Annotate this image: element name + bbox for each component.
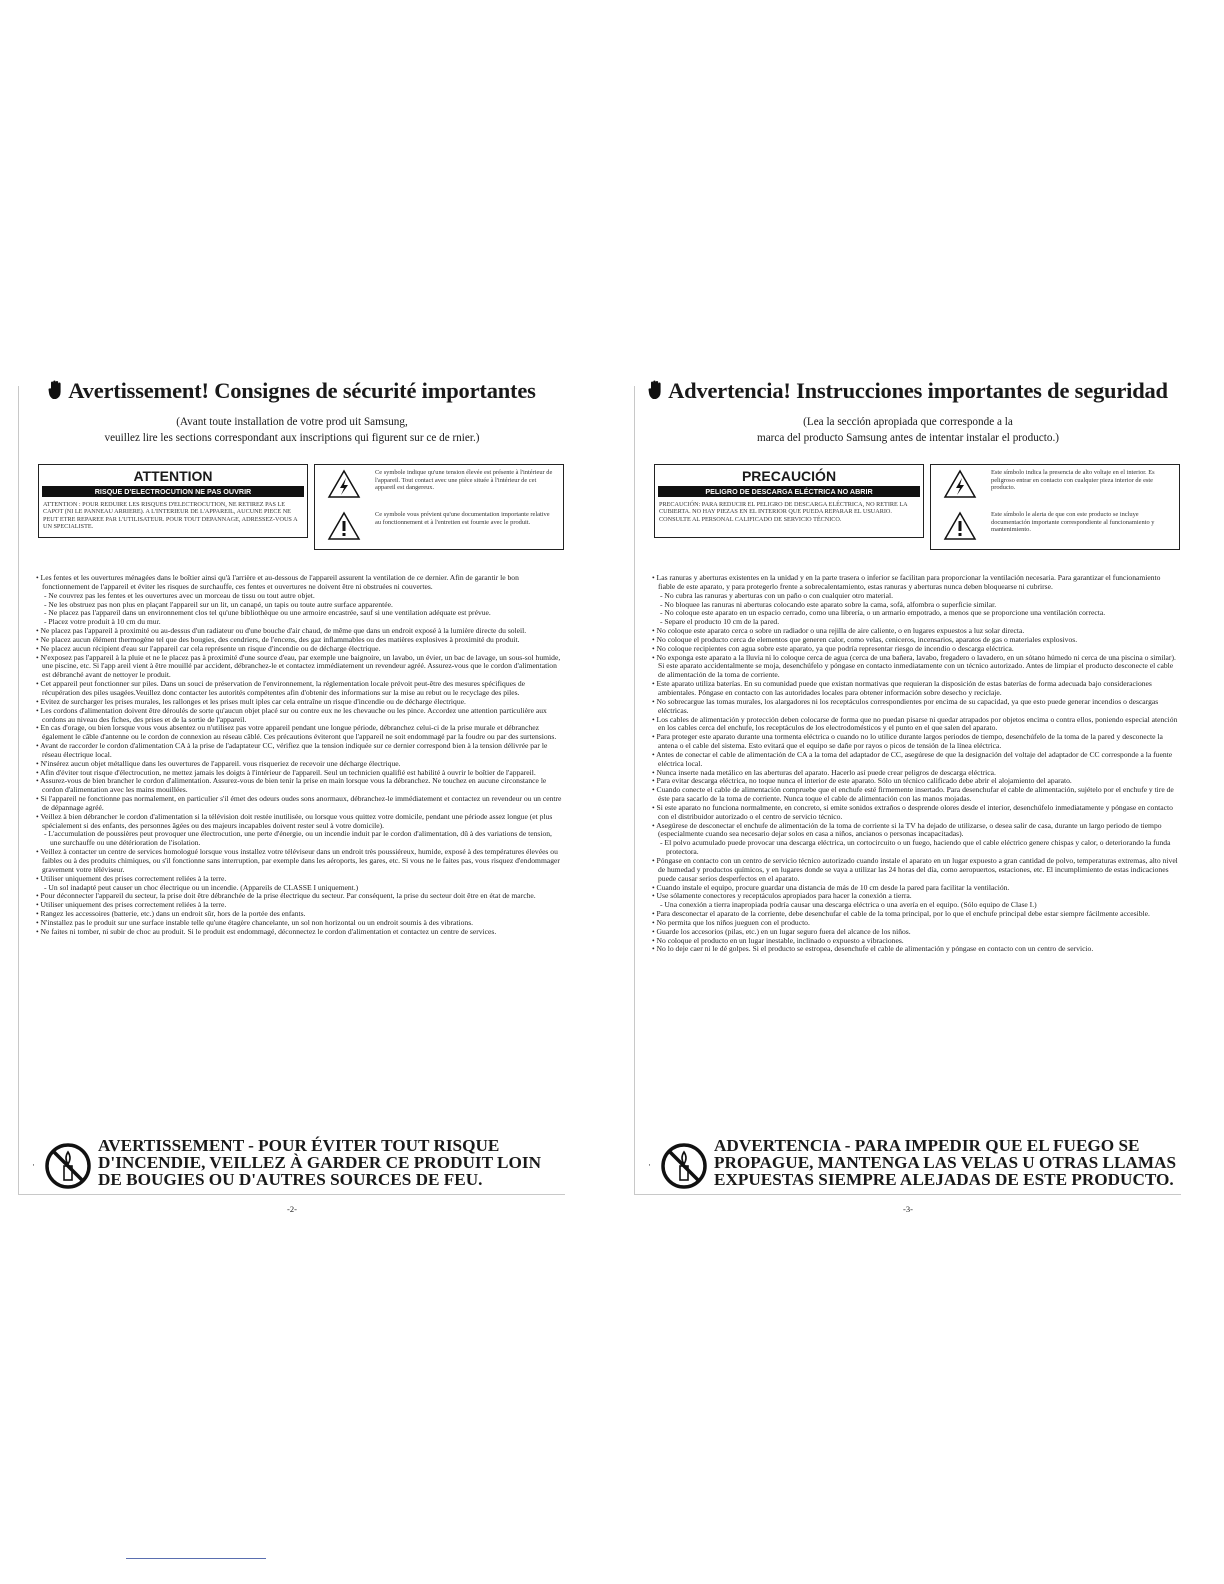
- page-subtitle: [634, 414, 1182, 446]
- bullet-item: • Antes de conectar el cable de alimentación de CA a la toma del adaptador de CC, asegúrese de que la designación del voltaje del adaptador de CC corresponde a la fuente eléctrica local.: [652, 749, 1173, 768]
- no-open-flame-icon: [660, 1142, 708, 1190]
- page-title-text: Avertissement! Consignes de sécurité importantes: [68, 378, 536, 403]
- sub-item: - Ne placez pas l'appareil dans un environnement clos tel qu'une bibliothèque ou une armoire encastrée, sauf si une ventilation adéquate est prévue.: [44, 608, 491, 618]
- sub-item: - Una conexión a tierra inapropiada podría causar una descarga eléctrica o una avería en el equipo. (Sólo equipo de Clase I.): [660, 900, 1037, 910]
- safety-instructions: [652, 574, 1178, 954]
- exclamation-symbol-row: [931, 509, 1179, 547]
- caution-bar: PELIGRO DE DESCARGA ELÉCTRICA NO ABRIR: [658, 486, 920, 497]
- fire-warning-line: DE BOUGIES OU D'AUTRES SOURCES DE FEU.: [98, 1169, 483, 1189]
- symbol-legend: [314, 464, 564, 550]
- bullet-item: • Use sólamente conectores y receptáculos apropiados para hacer la conexión a tierra.: [652, 891, 912, 901]
- bullet-item: • No lo deje caer ni le dé golpes. Si el producto se estropea, desenchufe el cable de alimentación y póngase en contacto con un centro de servicio.: [652, 944, 1094, 954]
- fire-warning: [640, 1136, 1180, 1196]
- caution-heading: ATTENTION: [133, 468, 213, 484]
- subtitle-line: (Lea la sección apropiada que corresponde a la: [803, 416, 1013, 428]
- fire-warning-text: [714, 1138, 1184, 1188]
- fire-warning-line: D'INCENDIE, VEILLEZ À GARDER CE PRODUIT LOIN: [98, 1152, 541, 1172]
- sub-item: - No coloque este aparato en un espacio cerrado, como una librería, o un armario empotrado, a menos que se proporcione una ventilación correcta.: [660, 608, 1106, 618]
- page-number: -3-: [903, 1204, 913, 1214]
- bullet-item: • Póngase en contacto con un centro de servicio técnico autorizado cuando instale el aparato en un lugar expuesto a gran cantidad de polvo, temperaturas extremas, alto nivel de humedad y productos químicos, y en lugares donde se vaya a utilizar las 24 horas del día, como aeropuertos, estaciones, etc. El incumplimiento de estas indicaciones puede causar serios desperfectos en el aparato.: [652, 856, 1178, 883]
- caution-body: ATTENTION : POUR REDUIRE LES RISQUES D'ELECTROCUTION, NE RETIREZ PAS LE CAPOT (NI LE PANNEAU ARRIERE). A L'INTERIEUR DE L'APPAREIL, AUCUNE PIECE NE PEUT ETRE REPAREE PAR L'UTILISATEUR. POUR TOUT DEPANNAGE, ADRESSEZ-VOUS A UN SPECIALISTE.: [43, 501, 298, 531]
- no-open-flame-icon: [44, 1142, 92, 1190]
- bullet-item: • Ne placez aucun récipient d'eau sur l'appareil car cela représente un risque d'incendie ou de décharge électrique.: [36, 643, 381, 653]
- lightning-symbol-text: Ce symbole indique qu'une tension élevée est présente à l'intérieur de l'appareil. Tout contact avec une pièce située à l'intérieur de cet appareil est dangereux.: [375, 469, 553, 492]
- bullet-item: • Utiliser uniquement des prises correctement reliées à la terre.: [36, 900, 227, 910]
- bullet-item: • Los cables de alimentación y protección deben colocarse de forma que no puedan pisarse ni quedar atrapados por objetos encima o contra ellos, poniendo especial atención en los cables cerca del enchufe, los receptáculos de los electrodomésticos y el punto en el que salen del aparato.: [652, 714, 1178, 733]
- bullet-item: • Avant de raccorder le cordon d'alimentation CA à la prise de l'adaptateur CC, vérifiez que la tension indiquée sur ce dernier correspond bien à la tension délivrée par le réseau électrique local.: [36, 741, 548, 759]
- bullet-item: • Les fentes et les ouvertures ménagées dans le boîtier ainsi qu'à l'arrière et au-dessous de l'appareil assurent la ventilation de ce dernier. Afin de garantir le bon fonctionnement de l'appareil et éviter les risques de surchauffe, ces fentes et ouvertures ne doivent être ni obstruées ni couvertes.: [36, 573, 519, 591]
- bullet-item: • Cet appareil peut fonctionner sur piles. Dans un souci de préservation de l'environnement, la réglementation locale prévoit peut-être des mesures spécifiques de récupération des piles usagées.Veuillez donc contacter les autorités compétentes afin d'obtenir des informations sur la mise au rebut ou le recyclage des piles.: [36, 679, 526, 697]
- exclamation-triangle-icon: [943, 511, 977, 541]
- bullet-item: • Si este aparato no funciona normalmente, en concreto, si emite sonidos extraños o desprende olores desde el interior, desenchúfelo inmediatamente y póngase en contacto con el distribuidor autorizado o el centro de servicio técnico.: [652, 802, 1173, 821]
- hand-warning-icon: [648, 380, 662, 400]
- fire-warning-text: [98, 1138, 568, 1188]
- caution-heading: PRECAUCIÓN: [741, 468, 837, 484]
- fire-warning: [24, 1136, 564, 1196]
- lightning-triangle-icon: [327, 469, 361, 499]
- safety-instructions: [36, 574, 562, 937]
- bullet-item: • Cuando instale el equipo, procure guardar una distancia de más de 10 cm desde la pared para facilitar la ventilación.: [652, 882, 1010, 892]
- exclamation-symbol-text: Ce symbole vous prévient qu'une documentation importante relative au fonctionnement et à l'entretien est fournie avec le produit.: [375, 511, 550, 526]
- sub-item: - El polvo acumulado puede provocar una descarga eléctrica, un cortocircuito o un fuego, haciendo que el cable eléctrico genere chispas y calor, o deteriorando la funda protectora.: [660, 838, 1171, 857]
- bullet-item: • Veillez à contacter un centre de services homologué lorsque vous installez votre téléviseur dans un endroit très poussiéreux, humide, exposé à des températures élevées ou faibles ou à des produits chimiques, ou s'il fonctionne sans interruption, par exemple dans les aéroports, les gares, etc. Si vous ne le faites pas, vous risquez d'endommager gravement votre téléviseur.: [36, 847, 560, 874]
- caution-box: [654, 464, 924, 538]
- sub-item: - Placez votre produit à 10 cm du mur.: [44, 617, 161, 627]
- bullet-item: • No permita que los niños jueguen con el producto.: [652, 917, 810, 927]
- bullet-item: • No coloque recipientes con agua sobre este aparato, ya que podría representar riesgo de incendio o descarga eléctrica.: [652, 643, 1014, 653]
- page-title: [634, 378, 1182, 404]
- bullet-item: • Para evitar descarga eléctrica, no toque nunca el interior de este aparato. Sólo un técnico calificado debe abrir el alojamiento del aparato.: [652, 776, 1072, 786]
- bullet-item: • Veillez à bien débrancher le cordon d'alimentation si la télévision doit restée inutilisée, ou lorsque vous quittez votre domicile, pendant une période assez longue (et plus spécialement si des enfants, des personnes âgées ou des majeurs incapables doivent rester seul à votre domicile).: [36, 811, 553, 830]
- lightning-symbol-text: Este símbolo indica la presencia de alto voltaje en el interior. Es peligroso entrar en contacto con cualquier pieza interior de este producto.: [991, 469, 1155, 492]
- caution-box: [38, 464, 308, 538]
- fire-warning-line: EXPUESTAS SIEMPRE ALEJADAS DE ESTE PRODUCTO.: [714, 1169, 1174, 1189]
- sub-item: - Separe el producto 10 cm de la pared.: [660, 617, 780, 627]
- bullet-item: • Las ranuras y aberturas existentes en la unidad y en la parte trasera o inferior se facilitan para proporcionar la ventilación necesaria. Para garantizar el funcionamiento fiable de este aparato, y para protegerlo frente a sobrecalentamiento, estas ranuras y aberturas nunca deben bloquearse ni cubrirse.: [652, 573, 1161, 591]
- bullet-item: • No coloque el producto en un lugar inestable, inclinado o expuesto a vibraciones.: [652, 935, 904, 945]
- page-title: [18, 378, 566, 404]
- exclamation-symbol-text: Este símbolo le alerta de que con este producto se incluye documentación importante correspondiente al funcionamiento y mantenimiento.: [991, 511, 1155, 534]
- bullet-item: • Guarde los accesorios (pilas, etc.) en un lugar seguro fuera del alcance de los niños.: [652, 926, 911, 936]
- footer-rule: [126, 1558, 266, 1559]
- bullet-item: • No sobrecargue las tomas murales, los alargadores ni los receptáculos correspondientes por encima de su capacidad, ya que esto puede generar incendios o descargas eléctricas.: [652, 696, 1159, 715]
- bullet-item: • Assurez-vous de bien brancher le cordon d'alimentation. Assurez-vous de bien tenir la prise en main lorsque vous la débranchez. Ne touchez en aucune circonstance le cordon d'alimentation avec les mains mouillées.: [36, 776, 547, 795]
- sub-item: - L'accumulation de poussières peut provoquer une électrocution, une perte d'énergie, ou un incendie induit par le cordon d'alimentation, dû à des variations de tension, une surchauffe ou une détérioration de l'isolation.: [44, 829, 552, 848]
- sub-item: - Ne les obstruez pas non plus en plaçant l'appareil sur un lit, un canapé, un tapis ou toute autre surface apparentée.: [44, 599, 393, 609]
- bullet-item: • Para desconectar el aparato de la corriente, debe desenchufar el cable de la toma principal, por lo que el enchufe principal debe estar siempre fácilmente accesible.: [652, 909, 1150, 919]
- bullet-item: • N'exposez pas l'appareil à la pluie et ne le placez pas à proximité d'une source d'eau, par exemple une baignoire, un lavabo, un évier, un bac de lavage, un sous-sol humide, une piscine, etc. Si l'app areil vient à être mouillé par accident, débranchez-le et contactez immédiatement un revendeur agréé. Assurez-vous que le cordon d'alimentation est débranché avant de nettoyer le produit.: [36, 652, 561, 680]
- sub-item: - No bloquee las ranuras ni aberturas colocando este aparato sobre la cama, sofá, alfombra o superficie similar.: [660, 599, 997, 609]
- page-subtitle: [18, 414, 566, 446]
- symbol-legend: [930, 464, 1180, 550]
- bullet-item: • Afin d'éviter tout risque d'électrocution, ne mettez jamais les doigts à l'intérieur de l'appareil. Seul un technicien qualifié est habilité à ouvrir le boîtier de l'appareil.: [36, 767, 536, 777]
- subtitle-line: veuillez lire les sections correspondant aux inscriptions qui figurent sur ce de rnier.): [104, 432, 480, 444]
- bullet-item: • No coloque este aparato cerca o sobre un radiador o una rejilla de aire caliente, o en lugares expuestos a luz solar directa.: [652, 626, 1025, 636]
- bullet-item: • N'insérez aucun objet métallique dans les ouvertures de l'appareil. vous risqueriez de recevoir une décharge électrique.: [36, 758, 401, 768]
- sub-item: - Ne couvrez pas les fentes et les ouvertures avec un morceau de tissu ou tout autre objet.: [44, 590, 315, 600]
- subtitle-line: marca del producto Samsung antes de intentar instalar el producto.): [757, 432, 1059, 444]
- fire-warning-line: PROPAGUE, MANTENGA LAS VELAS U OTRAS LLAMAS: [714, 1152, 1177, 1172]
- sub-item: - No cubra las ranuras y aberturas con un paño o con cualquier otro material.: [660, 590, 893, 600]
- bullet-item: • No coloque el producto cerca de elementos que generen calor, como velas, ceniceros, incensarios, aparatos de gas o materiales explosivos.: [652, 634, 1078, 644]
- bullet-item: • Rangez les accessoires (batterie, etc.) dans un endroit sûr, hors de la portée des enfants.: [36, 909, 306, 919]
- bullet-item: • Utiliser uniquement des prises correctement reliées à la terre.: [36, 873, 227, 883]
- bullet-item: • Ne placez pas l'appareil à proximité ou au-dessus d'un radiateur ou d'une bouche d'air chaud, de même que dans un endroit exposé à la lumière directe du soleil.: [36, 626, 527, 636]
- bullet-item: • Les cordons d'alimentation doivent être déroulés de sorte qu'aucun objet placé sur ou contre eux ne les chevauche ou les pince. Accordez une attention particulière aux cordons au niveau des fiches, des prises et de la sortie de l'appareil.: [36, 705, 547, 724]
- lightning-symbol-row: [315, 467, 563, 505]
- caution-body: PRECAUCIÓN: PARA REDUCIR EL PELIGRO DE DESCARGA ELÉCTRICA, NO RETIRE LA CUBIERTA. NO HAY PIEZAS EN EL INTERIOR QUE PUEDA REPARAR EL USUARIO. CONSULTE AL PERSONAL CALIFICADO DE SERVICIO TÉCNICO.: [659, 501, 908, 523]
- exclamation-symbol-row: [315, 509, 563, 547]
- lightning-triangle-icon: [943, 469, 977, 499]
- fire-warning-line: AVERTISSEMENT - POUR ÉVITER TOUT RISQUE: [98, 1136, 500, 1155]
- bullet-item: • Nunca inserte nada metálico en las aberturas del aparato. Hacerlo así puede crear peligros de descarga eléctrica.: [652, 767, 996, 777]
- subtitle-line: (Avant toute installation de votre prod uit Samsung,: [176, 416, 408, 428]
- bullet-item: • N'installez pas le produit sur une surface instable telle qu'une étagère chancelante, un sol non horizontal ou un endroit soumis à des vibrations.: [36, 917, 474, 927]
- sub-item: - Un sol inadapté peut causer un choc électrique ou un incendie. (Appareils de CLASSE I uniquement.): [44, 882, 359, 892]
- bullet-item: • Pour déconnecter l'appareil du secteur, la prise doit être débranchée de la prise électrique du secteur. Par conséquent, la prise du secteur doit être en état de marche.: [36, 891, 536, 901]
- page-title-text: Advertencia! Instrucciones importantes de seguridad: [668, 378, 1168, 403]
- bullet-item: • Para proteger este aparato durante una tormenta eléctrica o cuando no lo utilice durante largos periodos de tiempo, desenchúfelo de la toma de la pared y desconecte la antena o el cable del sistema. Esto evitará que el equipo se dañe por rayos o picos de tensión de la línea eléctrica.: [652, 732, 1163, 751]
- page-number: -2-: [287, 1204, 297, 1214]
- bullet-dot: ·: [32, 1160, 35, 1170]
- page-spanish: [634, 378, 1182, 1214]
- hand-warning-icon: [48, 380, 62, 400]
- bullet-dot: ·: [648, 1160, 651, 1170]
- bullet-item: • Evitez de surcharger les prises murales, les rallonges et les prises mult iples car cela entraîne un risque d'incendie ou de décharge électrique.: [36, 696, 466, 706]
- bullet-item: • No exponga este aparato a la lluvia ni lo coloque cerca de agua (cerca de una bañera, lavabo, fregadero o lavadero, en un sótano húmedo ni cerca de una piscina o similar). Si este aparato accidentalmente se moja, desenchúfelo y póngase en contacto inmediatamente con un técnico autorizado. Antes de limpiar el producto desconecte el cable de alimentación de la toma de corriente.: [652, 652, 1176, 680]
- lightning-symbol-row: [931, 467, 1179, 505]
- caution-bar: RISQUE D'ELECTROCUTION NE PAS OUVRIR: [42, 486, 304, 497]
- bullet-item: • Cuando conecte el cable de alimentación compruebe que el enchufe esté firmemente insertado. Para desenchufar el cable de alimentación, sujételo por el enchufe y tire de éste para sacarlo de la toma de corriente. Nunca toque el cable de alimentación con las manos mojadas.: [652, 785, 1174, 804]
- bullet-item: • En cas d'orage, ou bien lorsque vous vous absentez ou n'utilisez pas votre appareil pendant une longue période, débranchez celui-ci de la prise murale et débranchez également le câble d'antenne ou le cordon de connexion au réseau câblé. Ces précautions éviteront que l'appareil ne soit endommagé par la foudre ou par des surtensions.: [36, 723, 557, 742]
- fire-warning-line: ADVERTENCIA - PARA IMPEDIR QUE EL FUEGO SE: [714, 1136, 1140, 1155]
- page-french: [18, 378, 566, 1214]
- bullet-item: • Este aparato utiliza baterías. En su comunidad puede que existan normativas que requieran la disposición de estas baterías de forma adecuada bajo consideraciones ambientales. Póngase en contacto con las autoridades locales para obtener información sobre desecho y reciclaje.: [652, 679, 1152, 697]
- bullet-item: • Asegúrese de desconectar el enchufe de alimentación de la toma de corriente si la TV ha dejado de utilizarse, o desea salir de casa, durante un largo periodo de tiempo (especialmente cuando sea necesario dejar solos en casa a niños, ancianos o personas incapacitadas).: [652, 820, 1162, 839]
- exclamation-triangle-icon: [327, 511, 361, 541]
- bullet-item: • Ne placez aucun élément thermogène tel que des bougies, des cendriers, de l'encens, des gaz inflammables ou des matières explosives à proximité du produit.: [36, 634, 520, 644]
- bullet-item: • Ne faites ni tomber, ni subir de choc au produit. Si le produit est endommagé, déconnectez le cordon d'alimentation et contactez un centre de services.: [36, 926, 497, 936]
- bullet-item: • Si l'appareil ne fonctionne pas normalement, en particulier s'il émet des odeurs oudes sons anormaux, débranchez-le immédiatement et contactez un revendeur ou un centre de dépannage agréé.: [36, 794, 562, 812]
